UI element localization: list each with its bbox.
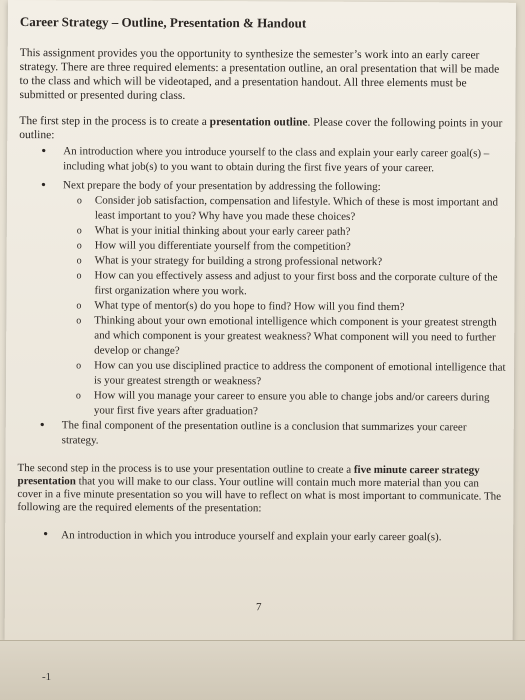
sub-bullet-marker: o — [76, 240, 82, 252]
sub-item-text: Consider job satisfaction, compensation and lifestyle. Which of these is most important and least important to you? Why have you made these choices? — [94, 194, 499, 223]
page-number: 7 — [256, 601, 262, 614]
step1-text-before: The first step in the process is to create a — [19, 115, 210, 129]
sub-bullet-marker: o — [76, 315, 82, 327]
body-sub-list — [62, 193, 507, 420]
step1-paragraph — [19, 114, 507, 145]
sub-item-text: What is your initial thinking about your early career path? — [94, 224, 351, 238]
bullet-dot: • — [41, 144, 47, 160]
sub-item — [18, 313, 506, 361]
step2-bullet-text: An introduction in which you introduce yourself and explain your early career goal(s). — [61, 529, 442, 544]
sub-bullet-marker: o — [75, 390, 81, 402]
bullet-final — [18, 418, 506, 451]
next-page-mark: -1 — [42, 671, 52, 683]
next-page-edge — [0, 640, 525, 700]
bullet-body-text: Next prepare the body of your presentation by addressing the following: — [62, 179, 381, 193]
step2-text-before: The second step in the process is to use your presentation outline to create a — [17, 462, 354, 476]
step2-text-after: that you will make to our class. Your outline will contain much more material than you can cover in a five minute presentation so you will have to reflect on what is most important to communicate. The following are the required elements of the presentation: — [17, 475, 502, 515]
sub-bullet-marker: o — [76, 255, 82, 267]
intro-paragraph: This assignment provides you the opportunity to synthesize the semester’s work into an early career strategy. There are three required elements: a presentation outline, an oral presentation that will be made to the class and which will be videotaped, and a presentation handout. All three elements must be submitted or presented during class. — [19, 47, 500, 102]
sub-item-text: Thinking about your own emotional intelligence which component is your greatest strength and which component is your greatest weakness? What component will you need to further develop or change? — [94, 314, 497, 357]
bullet-dot: • — [43, 527, 49, 543]
sub-bullet-marker: o — [76, 270, 82, 282]
sub-item — [19, 193, 507, 226]
bullet-introduction — [19, 144, 507, 177]
step1-text-after: . Please cover the following points in your outline: — [19, 116, 503, 142]
sub-item-text: How can you use disciplined practice to address the component of emotional intelligence that is your greatest strength or weakness? — [93, 359, 506, 388]
sub-item-text: How can you effectively assess and adjust to your first boss and the corporate culture of the first organization where you work. — [94, 269, 498, 298]
step2-bullet — [17, 528, 505, 545]
sub-bullet-marker: o — [76, 195, 82, 207]
bullet-introduction-text: An introduction where you introduce yourself to the class and explain your early career goal(s) – including what job(s) to you want to obtain during the first five years of your career. — [63, 145, 490, 175]
sub-item-text: What is your strategy for building a strong professional network? — [94, 254, 383, 268]
bullet-body — [18, 178, 507, 421]
sub-bullet-marker: o — [76, 300, 82, 312]
bullet-dot: • — [39, 418, 45, 434]
outline-bullet-list — [18, 144, 508, 451]
sub-item — [18, 388, 506, 421]
sub-item — [18, 358, 506, 391]
sub-bullet-marker: o — [76, 225, 82, 237]
step1-bold: presentation outline — [209, 116, 308, 129]
step2-bold: five minute career strategy presentation — [17, 463, 480, 488]
step2-paragraph — [17, 462, 505, 517]
document-page — [5, 0, 516, 643]
sub-item-text: How will you manage your career to ensure you able to change jobs and/or careers during your first five years after graduation? — [93, 389, 490, 418]
sub-item — [18, 268, 506, 301]
sub-item-text: How will you differentiate yourself from the competition? — [94, 239, 351, 253]
document-content — [17, 14, 508, 545]
sub-bullet-marker: o — [76, 360, 82, 372]
document-title: Career Strategy – Outline, Presentation & Handout — [19, 14, 307, 31]
bullet-dot: • — [40, 178, 46, 194]
bullet-final-text: The final component of the presentation outline is a conclusion that summarizes your career strategy. — [61, 419, 467, 447]
sub-item-text: What type of mentor(s) do you hope to find? How will you find them? — [94, 299, 405, 314]
